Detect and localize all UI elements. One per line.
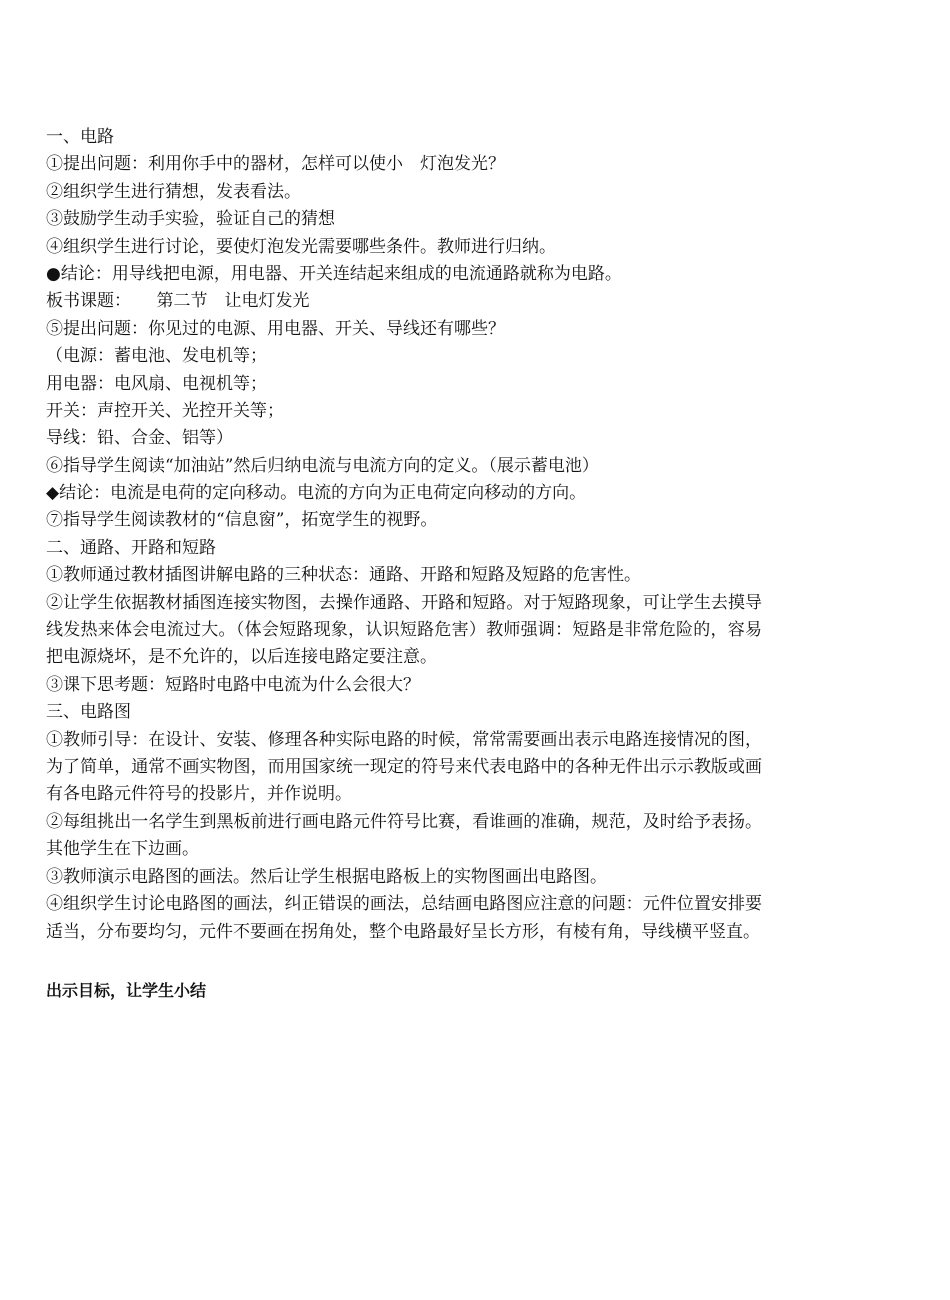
conclusion-current: ◆结论：电流是电荷的定向移动。电流的方向为正电荷定向移动的方向。 xyxy=(46,483,587,504)
step-7-info-window: ⑦指导学生阅读教材的“信息窗”，拓宽学生的视野。 xyxy=(46,510,438,531)
step-1-question: ①提出问题：利用你手中的器材，怎样可以使小 灯泡发光？ xyxy=(46,154,505,175)
diagram-paragraph-3: ③教师演示电路图的画法。然后让学生根据电路板上的实物图画出电路图。 xyxy=(46,866,607,887)
diagram-paragraph-1: ①教师引导：在设计、安装、修理各种实际电路的时候，常常需要画出表示电路连接情况的图，为了简单，通常不画实物图，而用国家统一现定的符号来代表电路中的各种无件出示示教版或画有各电路元件符号的投影片，并作说明。 xyxy=(46,729,762,805)
board-topic: 板书课题： 第二节 让电灯发光 xyxy=(46,291,310,312)
spacer xyxy=(46,946,762,977)
diagram-paragraph-4: ④组织学生讨论电路图的画法，纠正错误的画法，总结画电路图应注意的问题：元件位置安排要适当，分布要均匀，元件不要画在拐角处，整个电路最好呈长方形，有棱有角，导线横平竖直。 xyxy=(46,894,762,942)
section-heading-circuit: 一、电路 xyxy=(46,127,114,147)
example-power-source: （电源：蓄电池、发电机等； xyxy=(46,346,267,367)
document-body xyxy=(46,124,762,1004)
example-switch: 开关：声控开关、光控开关等； xyxy=(46,400,284,421)
states-paragraph-3: ③课下思考题：短路时电路中电流为什么会很大？ xyxy=(46,674,420,695)
example-wire: 导线：铅、合金、铝等） xyxy=(46,428,233,449)
step-4-discussion: ④组织学生进行讨论，要使灯泡发光需要哪些条件。教师进行归纳。 xyxy=(46,236,556,257)
states-paragraph-2: ②让学生依据教材插图连接实物图，去操作通路、开路和短路。对于短路现象，可让学生去摸导线发热来体会电流过大。（体会短路现象，认识短路危害）教师强调：短路是非常危险的，容易把电源烧坏，是不允许的，以后连接电路定要注意。 xyxy=(46,592,762,668)
step-5-question: ⑤提出问题：你见过的电源、用电器、开关、导线还有哪些？ xyxy=(46,318,505,339)
step-6-reading: ⑥指导学生阅读“加油站”然后归纳电流与电流方向的定义。（展示蓄电池） xyxy=(46,455,599,476)
summary-heading: 出示目标，让学生小结 xyxy=(46,980,207,1000)
diagram-paragraph-2: ②每组挑出一名学生到黑板前进行画电路元件符号比赛，看谁画的准确，规范，及时给予表扬。其他学生在下边画。 xyxy=(46,811,762,860)
conclusion-circuit: ●结论：用导线把电源，用电器、开关连结起来组成的电流通路就称为电路。 xyxy=(46,263,622,284)
example-appliance: 用电器：电风扇、电视机等； xyxy=(46,373,267,394)
section-heading-circuit-states: 二、通路、开路和短路 xyxy=(46,537,216,558)
step-2-guess: ②组织学生进行猜想，发表看法。 xyxy=(46,181,301,202)
step-3-experiment: ③鼓励学生动手实验，验证自己的猜想 xyxy=(46,209,335,230)
states-paragraph-1: ①教师通过教材插图讲解电路的三种状态：通路、开路和短路及短路的危害性。 xyxy=(46,565,641,586)
section-heading-circuit-diagram: 三、电路图 xyxy=(46,702,131,723)
